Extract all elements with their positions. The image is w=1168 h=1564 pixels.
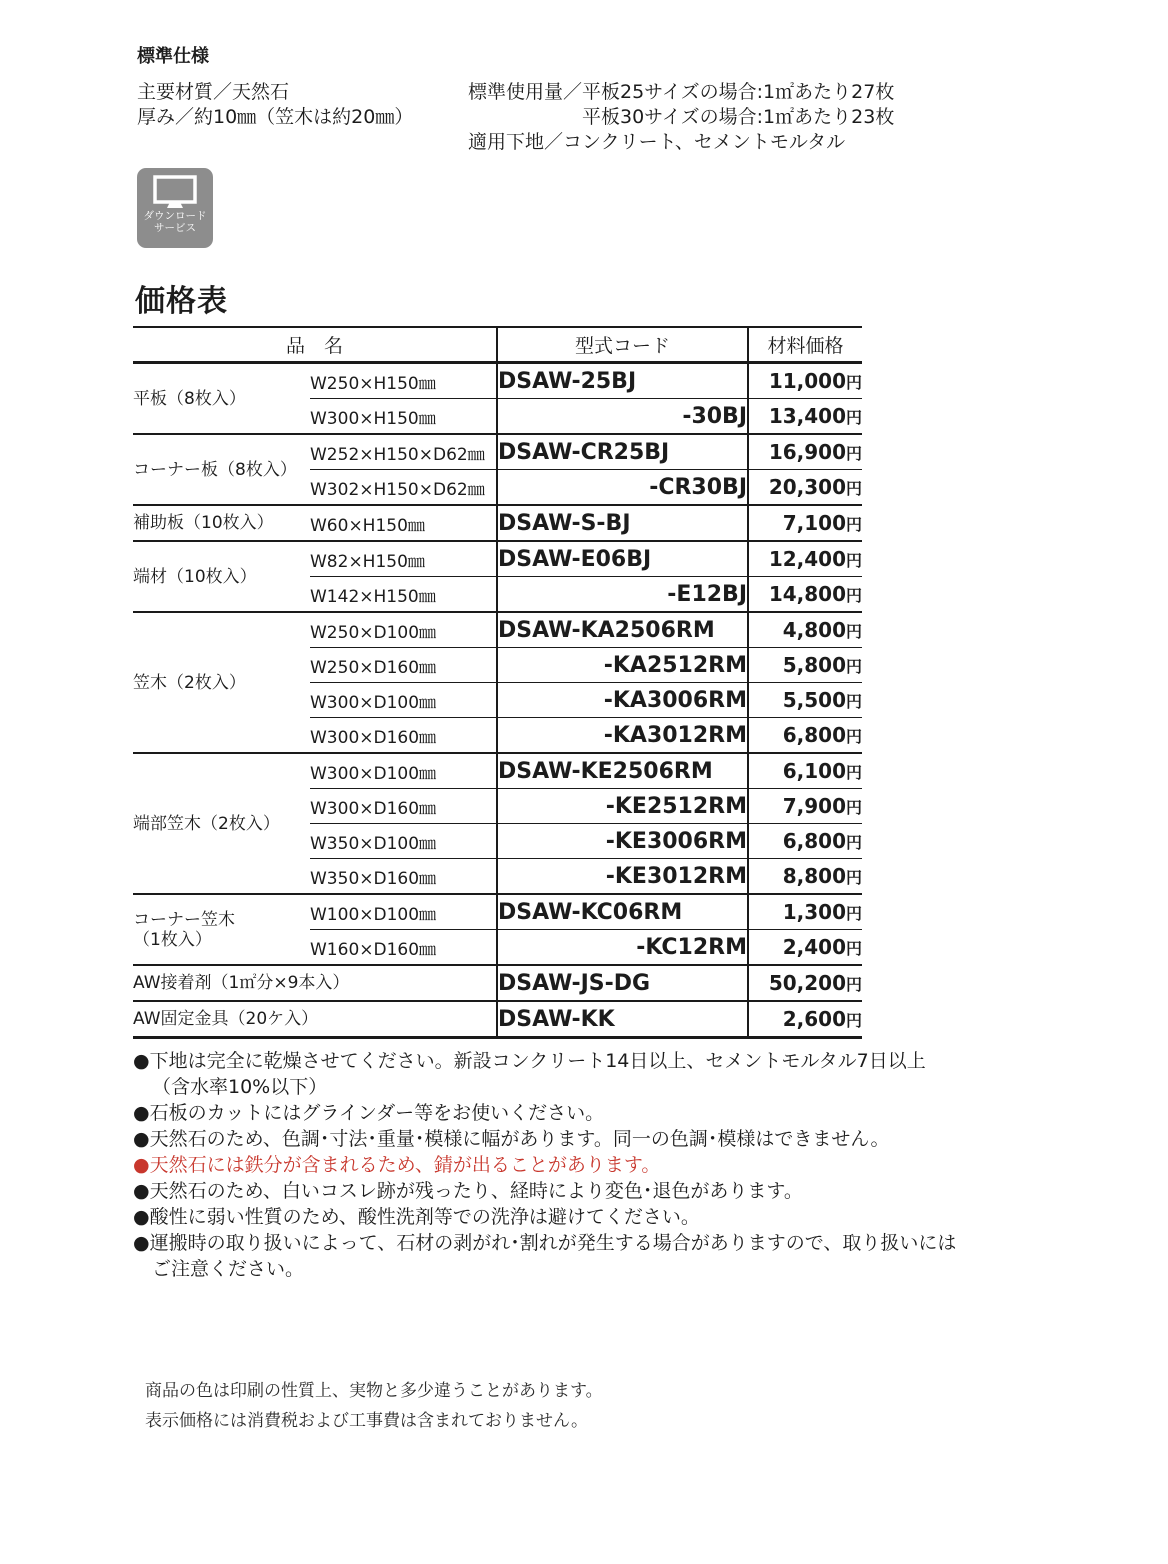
yen-suffix: 円 xyxy=(846,763,863,782)
yen-suffix: 円 xyxy=(846,975,863,994)
model-code: -KE3012RM xyxy=(497,859,748,895)
product-size: W300×D100㎜ xyxy=(310,753,497,789)
material-price xyxy=(748,470,862,506)
yen-suffix: 円 xyxy=(846,373,863,392)
model-code: DSAW-KK xyxy=(497,1001,748,1038)
price-value: 1,300 xyxy=(782,900,846,924)
yen-suffix: 円 xyxy=(846,515,863,534)
price-value: 6,800 xyxy=(782,829,846,853)
model-code: -CR30BJ xyxy=(497,470,748,506)
spec-substrate: 適用下地／コンクリート、セメントモルタル xyxy=(468,131,846,153)
footer-line-2: 表示価格には消費税および工事費は含まれておりません。 xyxy=(145,1411,589,1431)
yen-suffix: 円 xyxy=(846,551,863,570)
model-code: -30BJ xyxy=(497,399,748,435)
price-row xyxy=(133,505,862,541)
spec-usage-line2: 平板30サイズの場合:1㎡あたり23枚 xyxy=(582,106,895,128)
material-price xyxy=(748,930,862,966)
product-size: W300×H150㎜ xyxy=(310,399,497,435)
price-value: 11,000 xyxy=(768,369,846,393)
price-row xyxy=(133,363,862,399)
material-price xyxy=(748,363,862,399)
material-price xyxy=(748,683,862,718)
material-price xyxy=(748,824,862,859)
yen-suffix: 円 xyxy=(846,727,863,746)
product-size: W82×H150㎜ xyxy=(310,541,497,577)
group-name-text: 端部笠木（2枚入） xyxy=(133,813,280,834)
note-text: 天然石のため、色調･寸法･重量･模様に幅があります。同一の色調･模様はできません。 xyxy=(149,1128,890,1150)
spec-thickness: 厚み／約10㎜（笠木は約20㎜） xyxy=(137,106,414,128)
download-badge-label-2: サービス xyxy=(154,222,196,234)
note-text: 下地は完全に乾燥させてください。新設コンクリート14日以上、セメントモルタル7日以上 xyxy=(149,1050,926,1072)
material-price xyxy=(748,648,862,683)
note-item-continuation xyxy=(133,1074,956,1100)
bullet-icon: ● xyxy=(133,1128,150,1150)
note-item-warning xyxy=(133,1152,956,1178)
model-code: -KE2512RM xyxy=(497,789,748,824)
price-table-header-row xyxy=(133,327,862,363)
model-code: DSAW-KA2506RM xyxy=(497,612,748,648)
note-text: ご注意ください。 xyxy=(152,1258,305,1280)
price-value: 8,800 xyxy=(782,864,846,888)
product-size: W250×H150㎜ xyxy=(310,363,497,399)
header-product-name: 品 名 xyxy=(133,327,497,363)
material-price xyxy=(748,577,862,613)
product-size: W250×D160㎜ xyxy=(310,648,497,683)
material-price xyxy=(748,718,862,754)
product-size: W142×H150㎜ xyxy=(310,577,497,613)
material-price xyxy=(748,1001,862,1038)
note-item xyxy=(133,1178,956,1204)
product-size: W300×D160㎜ xyxy=(310,789,497,824)
model-code: -E12BJ xyxy=(497,577,748,613)
price-value: 5,500 xyxy=(782,688,846,712)
yen-suffix: 円 xyxy=(846,408,863,427)
note-item xyxy=(133,1204,956,1230)
material-price xyxy=(748,789,862,824)
group-name-text-2: （1枚入） xyxy=(133,929,212,950)
price-table-title: 価格表 xyxy=(135,284,228,319)
product-size: W302×H150×D62㎜ xyxy=(310,470,497,506)
note-item xyxy=(133,1126,956,1152)
material-price xyxy=(748,965,862,1001)
yen-suffix: 円 xyxy=(846,939,863,958)
price-value: 12,400 xyxy=(768,547,846,571)
model-code: DSAW-25BJ xyxy=(497,363,748,399)
material-price xyxy=(748,612,862,648)
product-size: W300×D160㎜ xyxy=(310,718,497,754)
note-text: 天然石のため、白いコスレ跡が残ったり、経時により変色･退色があります。 xyxy=(149,1180,803,1202)
yen-suffix: 円 xyxy=(846,1011,863,1030)
group-name-text: 平板（8枚入） xyxy=(133,388,246,409)
price-value: 5,800 xyxy=(782,653,846,677)
note-text: 運搬時の取り扱いによって、石材の剥がれ･割れが発生する場合がありますので、取り扱いには xyxy=(149,1232,957,1254)
product-group-name xyxy=(133,753,310,894)
price-row xyxy=(133,894,862,930)
product-group-name xyxy=(133,434,310,505)
price-value: 16,900 xyxy=(768,440,846,464)
yen-suffix: 円 xyxy=(846,833,863,852)
header-material-price: 材料価格 xyxy=(748,327,862,363)
price-value: 6,800 xyxy=(782,723,846,747)
model-code: -KE3006RM xyxy=(497,824,748,859)
spec-material: 主要材質／天然石 xyxy=(137,81,290,103)
yen-suffix: 円 xyxy=(846,904,863,923)
note-item xyxy=(133,1230,956,1256)
bullet-icon: ● xyxy=(133,1050,150,1072)
price-value: 2,400 xyxy=(782,935,846,959)
note-text: 天然石には鉄分が含まれるため、錆が出ることがあります。 xyxy=(149,1154,661,1176)
price-value: 6,100 xyxy=(782,759,846,783)
price-row xyxy=(133,541,862,577)
bullet-icon: ● xyxy=(133,1102,150,1124)
product-size: W350×D160㎜ xyxy=(310,859,497,895)
price-row xyxy=(133,612,862,648)
model-code: DSAW-KC06RM xyxy=(497,894,748,930)
price-value: 20,300 xyxy=(768,475,846,499)
group-name-text: 補助板（10枚入） xyxy=(133,513,274,533)
product-group-name xyxy=(133,541,310,612)
group-name-text: コーナー笠木 xyxy=(133,909,235,930)
model-code: -KA3012RM xyxy=(497,718,748,754)
price-table xyxy=(133,326,862,1039)
price-value: 2,600 xyxy=(782,1007,846,1031)
product-size: W160×D160㎜ xyxy=(310,930,497,966)
product-group-name xyxy=(133,1001,497,1038)
model-code: DSAW-JS-DG xyxy=(497,965,748,1001)
product-size: W60×H150㎜ xyxy=(310,505,497,541)
group-name-text: 笠木（2枚入） xyxy=(133,672,246,693)
material-price xyxy=(748,541,862,577)
product-group-name xyxy=(133,612,310,753)
spec-usage-line1: 標準使用量／平板25サイズの場合:1㎡あたり27枚 xyxy=(468,81,895,103)
price-value: 50,200 xyxy=(768,971,846,995)
yen-suffix: 円 xyxy=(846,444,863,463)
bullet-icon: ● xyxy=(133,1180,150,1202)
price-row xyxy=(133,753,862,789)
price-value: 4,800 xyxy=(782,618,846,642)
model-code: -KC12RM xyxy=(497,930,748,966)
specs-right-block xyxy=(468,80,894,155)
material-price xyxy=(748,859,862,895)
specs-title: 標準仕様 xyxy=(137,46,209,67)
group-name-text: AW接着剤（1㎡分×9本入） xyxy=(133,973,350,993)
model-code: DSAW-S-BJ xyxy=(497,505,748,541)
price-row xyxy=(133,965,862,1001)
product-group-name xyxy=(133,965,497,1001)
material-price xyxy=(748,434,862,470)
product-size: W252×H150×D62㎜ xyxy=(310,434,497,470)
note-text: 石板のカットにはグラインダー等をお使いください。 xyxy=(149,1102,605,1124)
header-model-code: 型式コード xyxy=(497,327,748,363)
yen-suffix: 円 xyxy=(846,586,863,605)
price-value: 7,100 xyxy=(782,511,846,535)
group-name-text: コーナー板（8枚入） xyxy=(133,459,297,480)
price-value: 7,900 xyxy=(782,794,846,818)
yen-suffix: 円 xyxy=(846,692,863,711)
yen-suffix: 円 xyxy=(846,798,863,817)
product-group-name xyxy=(133,505,310,541)
yen-suffix: 円 xyxy=(846,657,863,676)
note-text: （含水率10%以下） xyxy=(152,1076,328,1098)
download-service-badge[interactable] xyxy=(137,168,213,248)
material-price xyxy=(748,753,862,789)
yen-suffix: 円 xyxy=(846,868,863,887)
yen-suffix: 円 xyxy=(846,479,863,498)
monitor-icon xyxy=(152,175,198,210)
specs-left-block xyxy=(137,80,413,130)
notes-section xyxy=(133,1048,956,1282)
yen-suffix: 円 xyxy=(846,622,863,641)
model-code: DSAW-E06BJ xyxy=(497,541,748,577)
footer-line-1: 商品の色は印刷の性質上、実物と多少違うことがあります。 xyxy=(145,1381,603,1401)
group-name-text: 端材（10枚入） xyxy=(133,566,257,587)
model-code: DSAW-KE2506RM xyxy=(497,753,748,789)
price-row xyxy=(133,434,862,470)
model-code: -KA3006RM xyxy=(497,683,748,718)
model-code: DSAW-CR25BJ xyxy=(497,434,748,470)
product-size: W300×D100㎜ xyxy=(310,683,497,718)
product-group-name xyxy=(133,363,310,435)
note-item xyxy=(133,1048,956,1074)
product-size: W100×D100㎜ xyxy=(310,894,497,930)
note-text: 酸性に弱い性質のため、酸性洗剤等での洗浄は避けてください。 xyxy=(149,1206,700,1228)
material-price xyxy=(748,894,862,930)
price-row xyxy=(133,1001,862,1038)
price-value: 13,400 xyxy=(768,404,846,428)
note-item xyxy=(133,1100,956,1126)
price-value: 14,800 xyxy=(768,582,846,606)
bullet-icon: ● xyxy=(133,1232,150,1254)
material-price xyxy=(748,399,862,435)
footer-disclaimer xyxy=(145,1376,603,1436)
bullet-icon: ● xyxy=(133,1154,150,1176)
model-code: -KA2512RM xyxy=(497,648,748,683)
product-size: W250×D100㎜ xyxy=(310,612,497,648)
download-badge-label-1: ダウンロード xyxy=(143,210,207,222)
product-group-name xyxy=(133,894,310,965)
bullet-icon: ● xyxy=(133,1206,150,1228)
product-size: W350×D100㎜ xyxy=(310,824,497,859)
material-price xyxy=(748,505,862,541)
note-item-continuation xyxy=(133,1256,956,1282)
group-name-text: AW固定金具（20ケ入） xyxy=(133,1009,319,1029)
